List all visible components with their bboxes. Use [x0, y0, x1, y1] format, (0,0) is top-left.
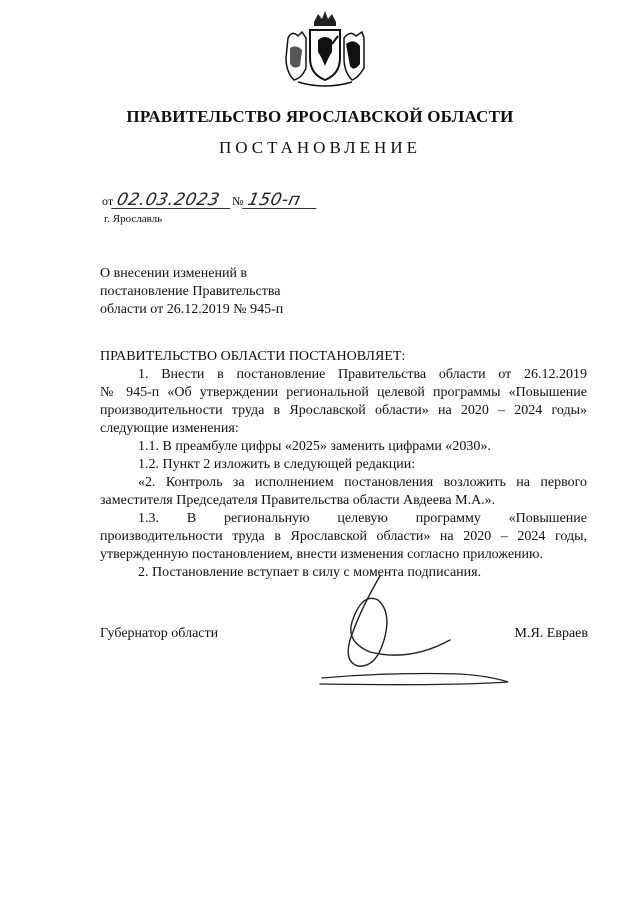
- document-type: ПОСТАНОВЛЕНИЕ: [218, 138, 421, 157]
- document-body: [100, 348, 587, 582]
- date-prefix: от: [102, 194, 114, 208]
- signatory-name: М.Я. Евраев: [514, 626, 588, 641]
- subject-line: О внесении изменений в: [100, 266, 248, 281]
- number-prefix: №: [232, 194, 244, 208]
- signatory-position: Губернатор области: [100, 626, 219, 641]
- handwritten-number: 150-п: [242, 192, 320, 209]
- handwritten-date: 02.03.2023: [111, 192, 234, 209]
- subject-line: области от 26.12.2019 № 945-п: [100, 302, 284, 317]
- paragraph-1-3-line: утвержденную постановлением, внести изменения согласно приложению.: [100, 547, 543, 562]
- subject-line: постановление Правительства: [100, 284, 281, 299]
- paragraph-1-line: производительности труда в Ярославской области» на 2020 – 2024 годы»: [100, 403, 587, 418]
- paragraph-1-line: № 945-п «Об утверждении региональной целевой программы «Повышение: [100, 385, 587, 400]
- paragraph-1-1: 1.1. В преамбуле цифры «2025» заменить цифрами «2030».: [138, 439, 491, 454]
- city-label: г. Ярославль: [104, 213, 163, 225]
- coat-of-arms-emblem: [280, 8, 370, 90]
- paragraph-1-3-line: производительности труда в Ярославской области» на 2020 – 2024 годы,: [100, 529, 587, 544]
- quote-line: заместителя Председателя Правительства области Авдеева М.А.».: [100, 493, 496, 508]
- paragraph-1-line: 1. Внести в постановление Правительства области от 26.12.2019: [138, 367, 587, 382]
- preamble: ПРАВИТЕЛЬСТВО ОБЛАСТИ ПОСТАНОВЛЯЕТ:: [100, 349, 406, 364]
- page-title: ПРАВИТЕЛЬСТВО ЯРОСЛАВСКОЙ ОБЛАСТИ: [126, 107, 514, 126]
- paragraph-1-3-line: 1.3. В региональную целевую программу «Повышение: [138, 511, 587, 526]
- quote-line: «2. Контроль за исполнением постановления возложить на первого: [138, 475, 587, 490]
- paragraph-1-line: следующие изменения:: [100, 421, 239, 436]
- paragraph-2: 2. Постановление вступает в силу с момента подписания.: [138, 565, 482, 580]
- document-subject: [100, 265, 283, 319]
- date-number-line: [102, 192, 318, 209]
- handwritten-signature: [300, 570, 520, 700]
- paragraph-1-2: 1.2. Пункт 2 изложить в следующей редакции:: [138, 457, 416, 472]
